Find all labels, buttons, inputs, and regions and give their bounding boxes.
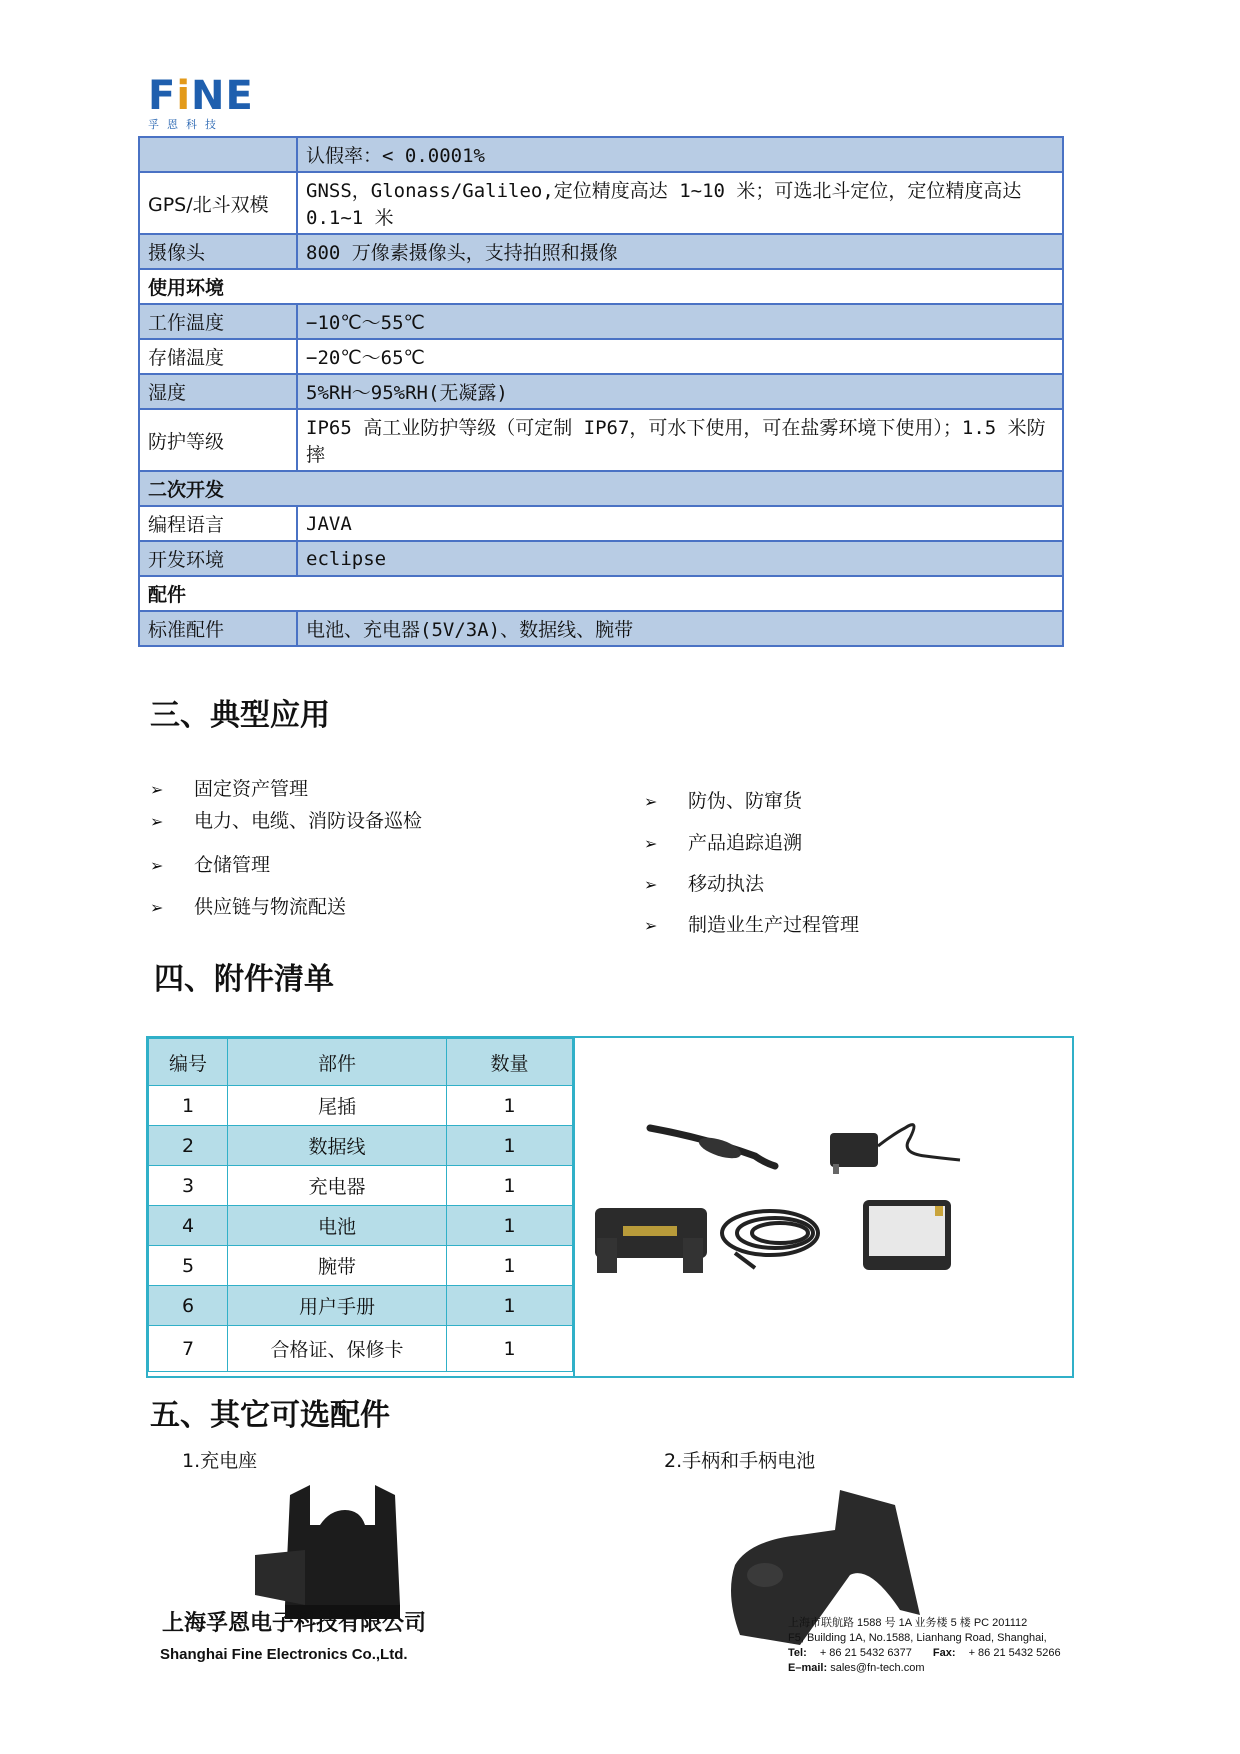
list-item: ➢ 电力、电缆、消防设备巡检 [150, 810, 423, 832]
usb-cable-image [722, 1211, 818, 1268]
footer-contact [788, 1616, 1108, 1676]
accessory-list-box [146, 1036, 1074, 1378]
cell-number: 5 [149, 1246, 228, 1286]
phone-fax-line [788, 1646, 1108, 1661]
list-item: ➢ 制造业生产过程管理 [644, 914, 860, 936]
spec-key: 存储温度 [139, 339, 297, 374]
table-row [149, 1326, 573, 1372]
cell-number: 1 [149, 1086, 228, 1126]
section3-title: 三、典型应用 [150, 698, 330, 733]
spec-row [139, 339, 1063, 374]
table-row [149, 1086, 573, 1126]
cell-qty: 1 [447, 1326, 573, 1372]
cell-qty: 1 [447, 1086, 573, 1126]
cell-number: 4 [149, 1206, 228, 1246]
wrist-strap-image [650, 1128, 775, 1166]
fax-value: + 86 21 5432 5266 [968, 1647, 1061, 1659]
spec-row [139, 611, 1063, 646]
spec-value: −10℃～55℃ [297, 304, 1063, 339]
spec-key: 湿度 [139, 374, 297, 409]
spec-value: −20℃～65℃ [297, 339, 1063, 374]
section4-title: 四、附件清单 [154, 962, 334, 997]
spec-key: 编程语言 [139, 506, 297, 541]
spec-value: eclipse [297, 541, 1063, 576]
spec-row [139, 269, 1063, 304]
spec-key: 标准配件 [139, 611, 297, 646]
section5-title: 五、其它可选配件 [150, 1398, 390, 1433]
logo-wordmark: FiNE [148, 73, 254, 119]
col-header-qty: 数量 [447, 1039, 573, 1086]
accessories-illustration [575, 1038, 1071, 1376]
spec-value: 电池、充电器(5V/3A)、数据线、腕带 [297, 611, 1063, 646]
spec-value: 800 万像素摄像头，支持拍照和摄像 [297, 234, 1063, 269]
cell-part: 用户手册 [228, 1286, 447, 1326]
spec-key: 开发环境 [139, 541, 297, 576]
address-cn: 上海市联航路 1588 号 1A 业务楼 5 楼 PC 201112 [788, 1617, 1028, 1629]
spec-value: 5%RH～95%RH(无凝露) [297, 374, 1063, 409]
company-logo [148, 74, 258, 134]
cell-qty: 1 [447, 1286, 573, 1326]
cell-number: 3 [149, 1166, 228, 1206]
spec-row [139, 506, 1063, 541]
spec-key: 摄像头 [139, 234, 297, 269]
email-value: sales@fn-tech.com [830, 1662, 925, 1674]
battery-image [863, 1200, 951, 1270]
logo-subtitle: 孚恩科技 [148, 118, 224, 131]
cell-qty: 1 [447, 1126, 573, 1166]
spec-row [139, 409, 1063, 471]
charging-cradle-image [245, 1475, 435, 1625]
accessory-table [148, 1038, 573, 1372]
address-en: F5, Building 1A, No.1588, Lianhang Road, Shanghai, [788, 1632, 1047, 1644]
col-header-number: 编号 [149, 1039, 228, 1086]
fax-label: Fax: [932, 1647, 956, 1659]
spec-row [139, 234, 1063, 269]
cell-number: 7 [149, 1326, 228, 1372]
spec-value: IP65 高工业防护等级（可定制 IP67，可水下使用，可在盐雾环境下使用）；1.5 米防摔 [297, 409, 1063, 471]
cell-number: 6 [149, 1286, 228, 1326]
spec-section-heading: 二次开发 [139, 471, 1063, 506]
email-line [788, 1661, 1108, 1676]
tel-label: Tel: [788, 1647, 807, 1659]
spec-value: JAVA [297, 506, 1063, 541]
col-header-part: 部件 [228, 1039, 447, 1086]
option-caption-1: 1.充电座 [182, 1450, 258, 1472]
tail-connector-image [595, 1208, 707, 1273]
spec-row [139, 137, 1063, 172]
option-caption-2: 2.手柄和手柄电池 [664, 1450, 816, 1472]
spec-key: 防护等级 [139, 409, 297, 471]
list-item: ➢ 仓储管理 [150, 854, 271, 876]
list-item: ➢ 移动执法 [644, 873, 765, 895]
spec-value: GNSS，Glonass/Galileo,定位精度高达 1~10 米；可选北斗定位，定位精度高达 0.1~1 米 [297, 172, 1063, 234]
spec-row [139, 471, 1063, 506]
cell-number: 2 [149, 1126, 228, 1166]
cell-part: 电池 [228, 1206, 447, 1246]
cell-part: 合格证、保修卡 [228, 1326, 447, 1372]
table-row [149, 1126, 573, 1166]
cell-part: 腕带 [228, 1246, 447, 1286]
spec-key [139, 137, 297, 172]
spec-row [139, 541, 1063, 576]
cell-qty: 1 [447, 1166, 573, 1206]
table-row [149, 1206, 573, 1246]
spec-table [138, 136, 1064, 647]
cell-qty: 1 [447, 1206, 573, 1246]
spec-section-heading: 配件 [139, 576, 1063, 611]
email-label: E–mail: [788, 1662, 828, 1674]
spec-row [139, 576, 1063, 611]
footer-company-cn: 上海孚恩电子科技有限公司 [162, 1611, 427, 1636]
spec-section-heading: 使用环境 [139, 269, 1063, 304]
tel-value: + 86 21 5432 6377 [819, 1647, 912, 1659]
table-row [149, 1286, 573, 1326]
cell-qty: 1 [447, 1246, 573, 1286]
footer-company-en: Shanghai Fine Electronics Co.,Ltd. [160, 1646, 408, 1663]
table-row [149, 1246, 573, 1286]
list-item: ➢ 产品追踪追溯 [644, 832, 803, 854]
cell-part: 尾插 [228, 1086, 447, 1126]
spec-key: 工作温度 [139, 304, 297, 339]
spec-row [139, 374, 1063, 409]
cell-part: 充电器 [228, 1166, 447, 1206]
spec-value: 认假率：< 0.0001% [297, 137, 1063, 172]
spec-key: GPS/北斗双模 [139, 172, 297, 234]
list-item: ➢ 固定资产管理 [150, 778, 309, 800]
spec-row [139, 172, 1063, 234]
table-row [149, 1166, 573, 1206]
accessories-photo [573, 1038, 1072, 1376]
spec-row [139, 304, 1063, 339]
charger-image [830, 1125, 960, 1174]
list-item: ➢ 供应链与物流配送 [150, 896, 347, 918]
list-item: ➢ 防伪、防窜货 [644, 790, 803, 812]
cell-part: 数据线 [228, 1126, 447, 1166]
